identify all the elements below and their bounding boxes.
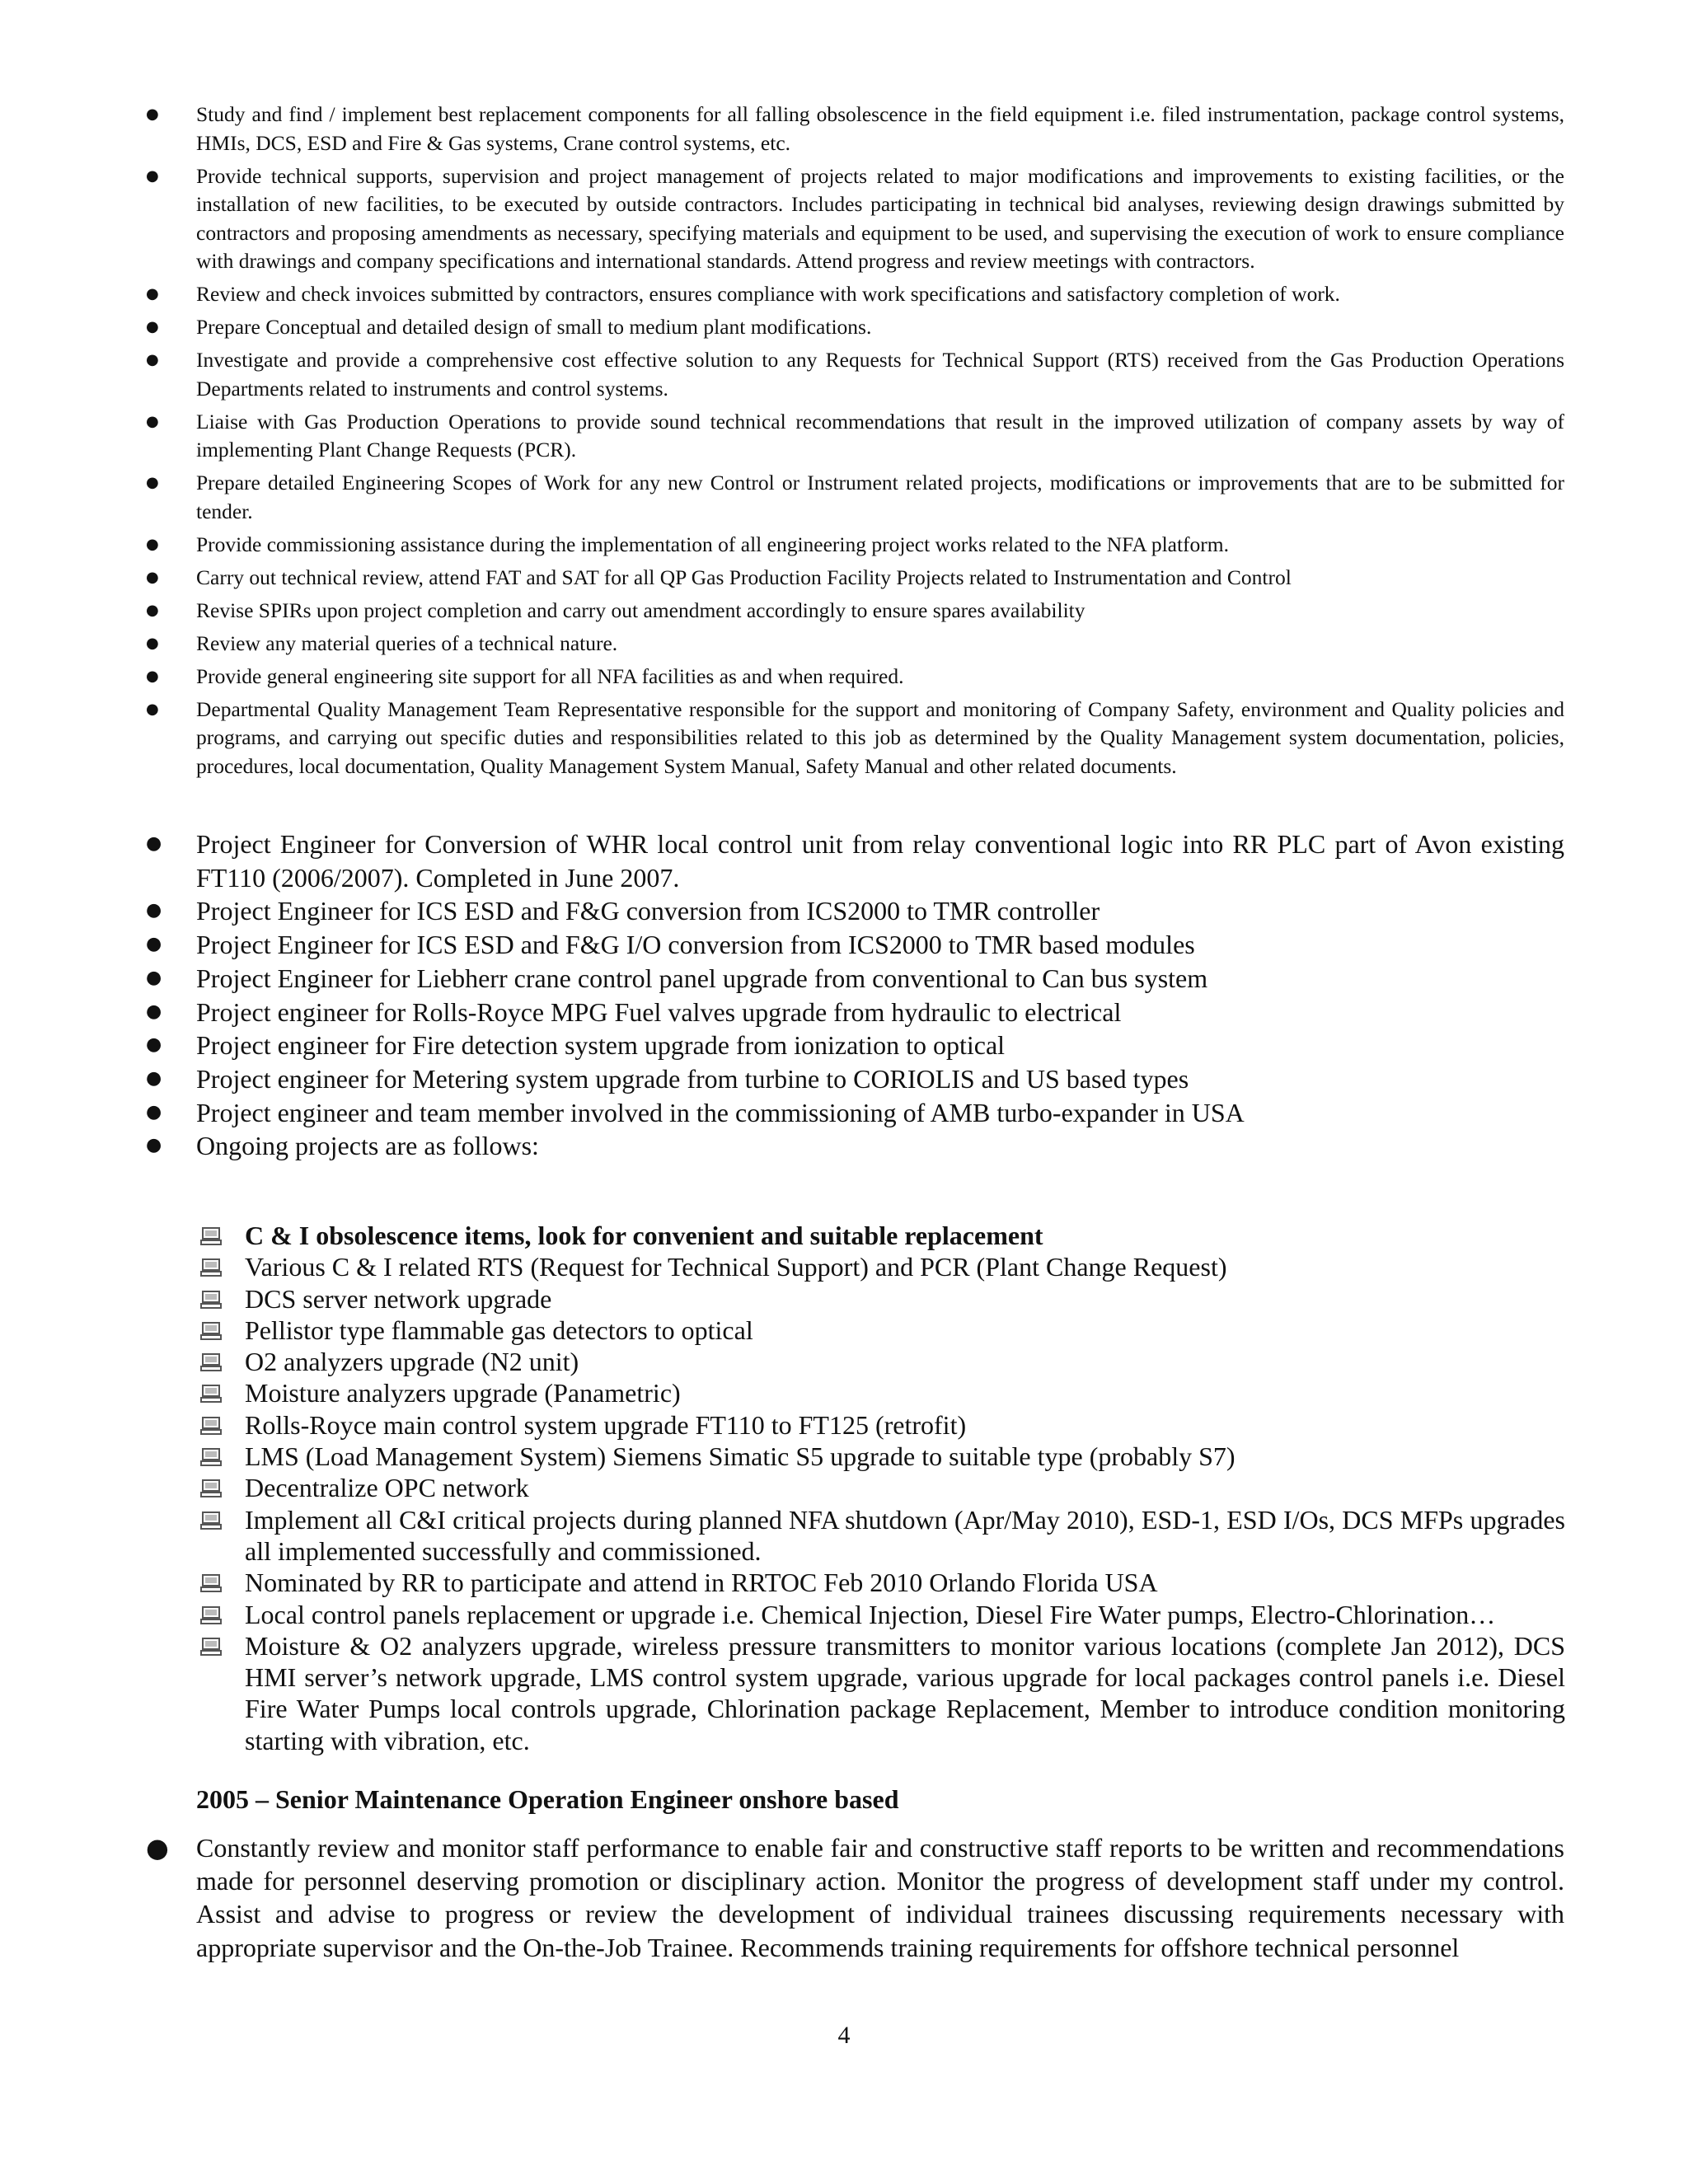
computer-icon xyxy=(200,1258,222,1277)
list-item: ● Departmental Quality Management Team Representative responsible for the support and monitoring of Company Safety, environment and Quality policies and programs, and carrying out specific duties and responsibilities related to this job as determined by the Quality Management system documentation, policies, procedures, local documentation, Quality Management System Manual, Safety Manual and other related documents. xyxy=(146,696,1564,778)
bullet-icon: ● xyxy=(146,1001,162,1022)
bullet-icon: ● xyxy=(146,166,159,185)
bullet-icon: ● xyxy=(146,1101,162,1122)
computer-icon xyxy=(200,1226,222,1246)
bullet-icon: ● xyxy=(146,833,162,854)
list-item: ● Prepare detailed Engineering Scopes of Work for any new Control or Instrument related projects, modifications or improvements that are to be submitted for tender. xyxy=(146,471,1564,523)
list-item: ● Study and find / implement best replacement components for all falling obsolescence in the field equipment i.e. filed instrumentation, package control systems, HMIs, DCS, ESD and Fire & Gas systems, Crane control systems, etc. xyxy=(146,102,1564,155)
bullet-icon: ● xyxy=(146,1034,162,1056)
bullet-icon: ● xyxy=(146,900,162,921)
bullet-icon: ● xyxy=(146,474,159,491)
list-item: Moisture analyzers upgrade (Panametric) xyxy=(0,1377,1565,1408)
list-item: ● Provide commissioning assistance during the implementation of all engineering project works related to the NFA platform. xyxy=(0,531,1564,560)
list-item: DCS server network upgrade xyxy=(0,1283,1565,1315)
bullet-icon: ● xyxy=(146,601,159,619)
section-heading: 2005 – Senior Maintenance Operation Engineer onshore based xyxy=(196,1784,899,1814)
bullet-icon: ● xyxy=(146,105,159,123)
computer-icon xyxy=(200,1290,222,1310)
list-item: Local control panels replacement or upgrade i.e. Chemical Injection, Diesel Fire Water pumps, Electro-Chlorination… xyxy=(0,1599,1565,1630)
list-item: ● Project engineer for Rolls-Royce MPG Fuel valves upgrade from hydraulic to electrical xyxy=(0,996,1564,1029)
computer-icon xyxy=(200,1352,222,1372)
section2-list xyxy=(0,1831,1688,1964)
list-item: ● Carry out technical review, attend FAT and SAT for all QP Gas Production Facility Projects related to Instrumentation and Control xyxy=(0,564,1564,593)
bullet-icon: ● xyxy=(146,1067,162,1089)
list-item: ● Provide general engineering site support for all NFA facilities as and when required. xyxy=(0,663,1564,691)
computer-icon xyxy=(200,1416,222,1436)
page-number: 4 xyxy=(837,2022,851,2049)
list-item: Nominated by RR to participate and attend in RRTOC Feb 2010 Orlando Florida USA xyxy=(0,1567,1565,1598)
bullet-icon: ● xyxy=(146,568,159,586)
computer-icon xyxy=(200,1447,222,1467)
computer-icon xyxy=(200,1573,222,1593)
list-item: ● Ongoing projects are as follows: xyxy=(0,1129,1564,1163)
duties-list xyxy=(0,101,1688,785)
list-item: C & I obsolescence items, look for convenient and suitable replacement xyxy=(0,1220,1565,1251)
list-item: Rolls-Royce main control system upgrade FT110 to FT125 (retrofit) xyxy=(0,1409,1565,1441)
list-item: ● Investigate and provide a comprehensive cost effective solution to any Requests for Technical Support (RTS) received from the Gas Production Operations Departments related to instruments and control systems. xyxy=(146,348,1564,401)
bullet-icon: ● xyxy=(146,967,162,988)
list-item: ● Project engineer for Fire detection system upgrade from ionization to optical xyxy=(0,1029,1564,1062)
computer-icon xyxy=(200,1511,222,1530)
list-item: ● Project engineer and team member involved in the commissioning of AMB turbo-expander in USA xyxy=(0,1096,1564,1130)
computer-icon xyxy=(200,1384,222,1404)
bullet-icon: ● xyxy=(146,318,159,335)
bullet-icon: ● xyxy=(146,412,159,430)
bullet-icon: ● xyxy=(146,934,162,955)
bullet-icon: ● xyxy=(146,1135,162,1156)
bullet-icon: ● xyxy=(146,667,159,685)
list-item: Pellistor type flammable gas detectors to optical xyxy=(0,1315,1565,1346)
computer-icon xyxy=(200,1479,222,1498)
projects-list xyxy=(0,827,1688,1163)
list-item: Various C & I related RTS (Request for Technical Support) and PCR (Plant Change Request) xyxy=(0,1251,1565,1282)
bullet-icon: ● xyxy=(146,634,159,652)
list-item: ● Liaise with Gas Production Operations to provide sound technical recommendations that result in the improved utilization of company assets by way of implementing Plant Change Requests (PCR). xyxy=(146,409,1564,462)
list-item: ● Project Engineer for ICS ESD and F&G I/O conversion from ICS2000 to TMR based modules xyxy=(0,928,1564,962)
list-item: ● Provide technical supports, supervision and project management of projects related to major modifications and improvements to existing facilities, or the installation of new facilities, to be executed by outside contractors. Includes participating in technical bid analyses, reviewing design drawings submitted by contractors and proposing amendments as necessary, specifying materials and equipment to be used, and supervising the execution of work to ensure compliance with drawings and company specifications and international standards. Attend progress and review meetings with contractors. xyxy=(146,163,1564,273)
bullet-icon: ● xyxy=(146,285,159,302)
bullet-icon: ● xyxy=(146,1832,169,1863)
list-item: ● Project Engineer for ICS ESD and F&G conversion from ICS2000 to TMR controller xyxy=(0,894,1564,928)
bullet-icon: ● xyxy=(146,351,159,368)
list-item: ● Project Engineer for Liebherr crane control panel upgrade from conventional to Can bus system xyxy=(0,962,1564,996)
computer-icon xyxy=(200,1321,222,1341)
computer-icon xyxy=(200,1605,222,1625)
list-item: ● Revise SPIRs upon project completion and carry out amendment accordingly to ensure spares availability xyxy=(0,597,1564,626)
list-item: O2 analyzers upgrade (N2 unit) xyxy=(0,1346,1565,1377)
computer-icon xyxy=(200,1637,222,1657)
list-item: ● Review any material queries of a technical nature. xyxy=(0,630,1564,658)
list-item: LMS (Load Management System) Siemens Simatic S5 upgrade to suitable type (probably S7) xyxy=(0,1441,1565,1472)
list-item: ● Review and check invoices submitted by contractors, ensures compliance with work specifications and satisfactory completion of work. xyxy=(0,280,1564,309)
list-item: ● Project engineer for Metering system upgrade from turbine to CORIOLIS and US based types xyxy=(0,1062,1564,1096)
list-item: ● Project Engineer for Conversion of WHR local control unit from relay conventional logic into RR PLC part of Avon existing FT110 (2006/2007). Completed in June 2007. xyxy=(146,829,1564,893)
ongoing-projects-list xyxy=(0,1220,1688,1756)
list-item: Moisture & O2 analyzers upgrade, wireless pressure transmitters to monitor various locations (complete Jan 2012), DCS HMI server’s network upgrade, LMS control system upgrade, various upgrade for local packages control panels i.e. Diesel Fire Water Pumps local controls upgrade, Chlorination package Replacement, Member to introduce condition monitoring starting with vibration, etc. xyxy=(0,1630,1565,1756)
list-item: ● Constantly review and monitor staff performance to enable fair and constructive staff reports to be written and recommendations made for personnel deserving promotion or disciplinary action. Monitor the progress of development staff under my control. Assist and advise to progress or review the development of individual trainees discussing requirements necessary with appropriate supervisor and the On-the-Job Trainee. Recommends training requirements for offshore technical personnel xyxy=(146,1832,1564,1962)
bullet-icon: ● xyxy=(146,700,159,718)
bullet-icon: ● xyxy=(146,535,159,553)
list-item: ● Prepare Conceptual and detailed design of small to medium plant modifications. xyxy=(0,313,1564,342)
list-item: Implement all C&I critical projects during planned NFA shutdown (Apr/May 2010), ESD-1, ESD I/Os, DCS MFPs upgrades all implemented successfully and commissioned. xyxy=(0,1504,1565,1568)
list-item: Decentralize OPC network xyxy=(0,1472,1565,1503)
